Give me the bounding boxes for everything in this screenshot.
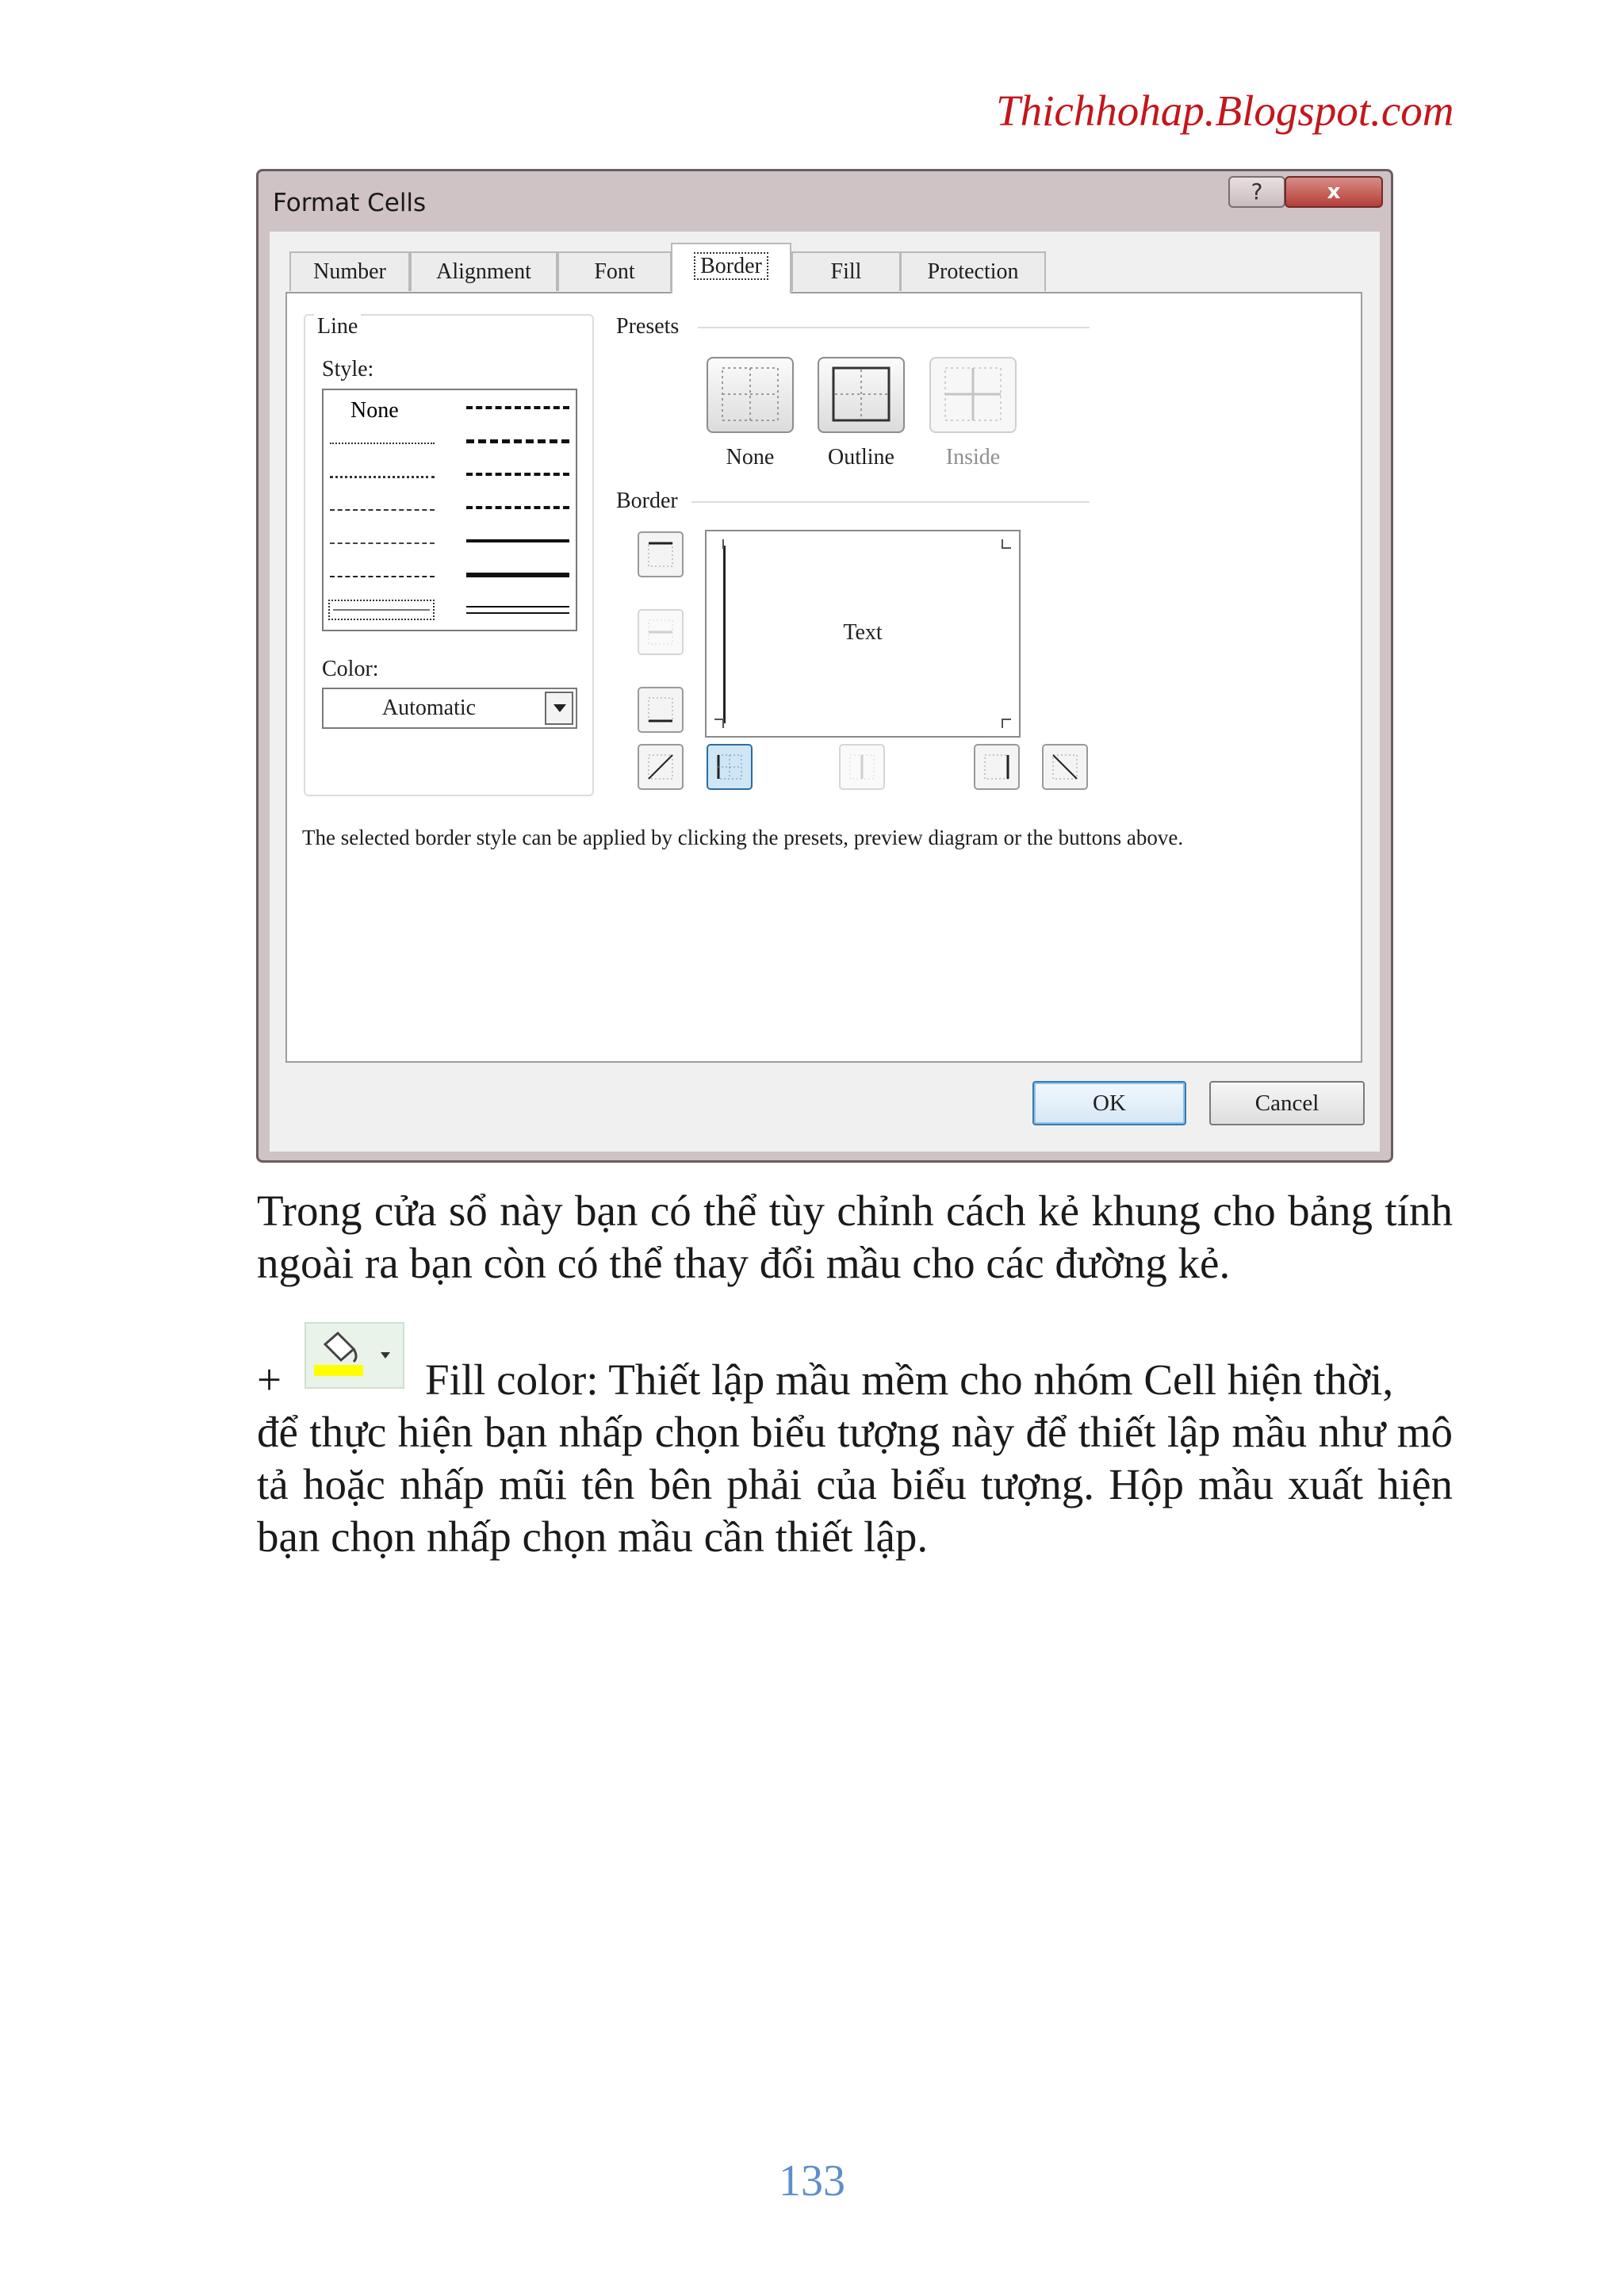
line-color-value: Automatic	[381, 696, 477, 720]
line-style-dotted[interactable]	[330, 476, 435, 478]
chevron-down-icon[interactable]	[545, 692, 573, 725]
border-inside-horizontal-button[interactable]	[638, 609, 684, 655]
border-inside-vertical-button[interactable]	[839, 744, 885, 790]
line-group-caption: Line	[314, 314, 361, 339]
border-right-icon	[975, 746, 1018, 788]
border-caption: Border	[616, 489, 678, 513]
blog-header-link[interactable]: Thichhohap.Blogspot.com	[996, 86, 1454, 135]
help-button[interactable]: ?	[1228, 176, 1285, 208]
line-style-slanted-dash-dot[interactable]	[466, 439, 569, 443]
preset-outline-icon	[819, 358, 903, 431]
line-style-medium-dash-dot[interactable]	[466, 473, 569, 476]
border-diagonal-down-icon	[1044, 746, 1086, 788]
preview-text: Text	[843, 620, 883, 645]
line-color-dropdown[interactable]	[322, 688, 577, 729]
fill-color-button[interactable]	[304, 1322, 404, 1389]
border-description: The selected border style can be applied by clicking the presets, preview diagram or the buttons above.	[302, 826, 1184, 849]
line-style-dash-dot[interactable]	[330, 542, 435, 544]
line-style-medium-dashed[interactable]	[466, 506, 569, 509]
preset-outline-label: Outline	[828, 445, 894, 470]
corner-mark	[714, 719, 724, 728]
paragraph-border-explanation: Trong cửa sổ này bạn có thể tùy chỉnh cách kẻ khung cho bảng tính ngoài ra bạn còn có thể thay đổi mầu cho các đường kẻ.	[257, 1186, 1453, 1287]
dialog-titlebar[interactable]	[259, 171, 1391, 235]
corner-mark	[714, 539, 724, 549]
tab-border-label: Border	[694, 252, 768, 280]
cancel-button[interactable]: Cancel	[1209, 1081, 1365, 1125]
dialog-title: Format Cells	[273, 189, 427, 217]
border-top-icon	[639, 533, 682, 576]
tab-protection[interactable]: Protection	[900, 251, 1046, 291]
bullet-plus: +	[257, 1355, 282, 1404]
line-style-medium-dash-dot-dot[interactable]	[466, 406, 569, 409]
preset-inside-label: Inside	[945, 445, 1001, 470]
line-style-dashed[interactable]	[330, 576, 435, 577]
preset-inside-icon	[931, 358, 1015, 431]
border-top-button[interactable]	[638, 531, 684, 577]
line-style-thick[interactable]	[466, 573, 569, 577]
corner-mark	[1002, 719, 1011, 728]
line-style-list[interactable]	[322, 389, 577, 631]
preset-inside-button[interactable]	[929, 357, 1017, 433]
preset-none-icon	[708, 358, 792, 431]
presets-caption: Presets	[616, 314, 680, 339]
line-style-medium[interactable]	[466, 539, 569, 542]
border-left-icon	[708, 746, 751, 788]
border-diagonal-down-button[interactable]	[1042, 744, 1088, 790]
border-bottom-button[interactable]	[638, 687, 684, 733]
page-number: 133	[779, 2156, 845, 2206]
fill-color-bucket-icon	[306, 1324, 403, 1387]
preset-outline-button[interactable]	[818, 357, 905, 433]
corner-mark	[1002, 539, 1011, 549]
preset-none-label: None	[726, 445, 775, 470]
presets-separator	[698, 327, 1090, 328]
close-button[interactable]: x	[1285, 176, 1383, 208]
line-style-none[interactable]: None	[350, 398, 399, 423]
tab-border[interactable]	[671, 243, 791, 293]
style-label: Style:	[322, 357, 374, 381]
tab-number[interactable]: Number	[289, 251, 410, 291]
paragraph-fill-color-rest: để thực hiện bạn nhấp chọn biểu tượng này để thiết lập mầu như mô tả hoặc nhấp mũi tên bên phải của biểu tượng. Hộp mầu xuất hiện bạn chọn nhấp chọn mầu cần thiết lập.	[257, 1408, 1453, 1561]
color-label: Color:	[322, 657, 379, 681]
line-style-dash-dot-dot[interactable]	[330, 509, 435, 511]
border-diagonal-up-icon	[639, 746, 682, 788]
border-diagonal-up-button[interactable]	[638, 744, 684, 790]
border-right-button[interactable]	[974, 744, 1020, 790]
border-inside-horizontal-icon	[639, 611, 682, 654]
tab-font[interactable]: Font	[557, 251, 672, 291]
ok-button[interactable]: OK	[1032, 1081, 1186, 1125]
border-bottom-icon	[639, 688, 682, 731]
line-style-double[interactable]	[466, 606, 569, 614]
line-style-hair[interactable]	[330, 443, 435, 444]
border-preview-diagram[interactable]	[705, 530, 1021, 738]
border-left-button[interactable]	[707, 744, 753, 790]
tab-fill[interactable]: Fill	[791, 251, 901, 291]
border-inside-vertical-icon	[841, 746, 883, 788]
preset-none-button[interactable]	[707, 357, 794, 433]
border-separator	[691, 501, 1090, 503]
line-style-thin-selected[interactable]	[328, 600, 435, 620]
tab-alignment[interactable]: Alignment	[410, 251, 557, 291]
paragraph-fill-color-first-line: Fill color: Thiết lập mầu mềm cho nhóm Cell hiện thời,	[425, 1355, 1394, 1404]
